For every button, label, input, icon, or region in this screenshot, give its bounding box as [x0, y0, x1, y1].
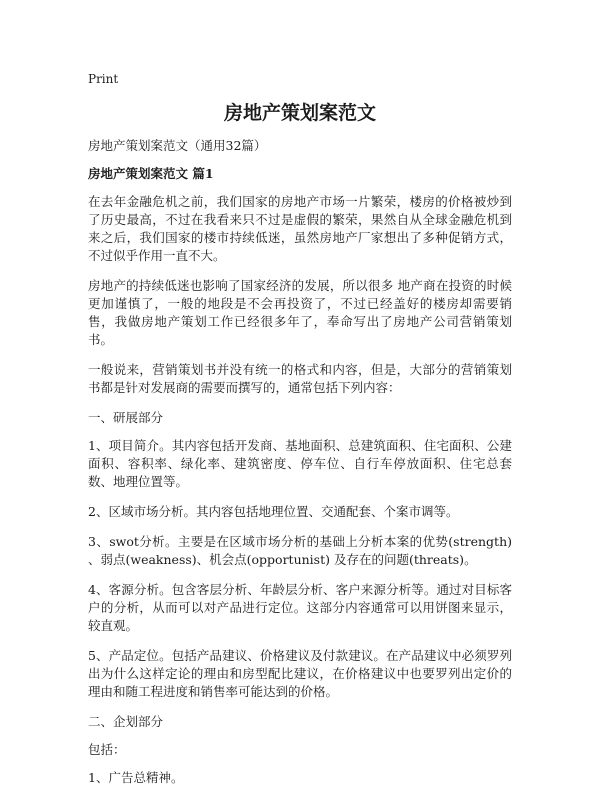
paragraph-ad-spirit: 1、广告总精神。: [88, 770, 184, 785]
paragraph-customer-analysis: 4、客源分析。包含客层分析、年龄层分析、客户来源分析等。通过对目标客户的分析，从而可以对产品进行定位。这部分内容通常可以用饼图来显示，较直观。: [88, 582, 512, 633]
heading-planning: 二、企划部分: [88, 714, 164, 729]
section-heading: 房地产策划案范文 篇1: [88, 166, 214, 181]
paragraph-swot: 3、swot分析。主要是在区域市场分析的基础上分析本案的优势(strength) 、弱点(weakness)、机会点(opportunist) 及存在的问题(threats)。: [88, 534, 512, 567]
heading-research: 一、研展部分: [88, 410, 164, 425]
paragraph-project-intro: 1、项目简介。其内容包括开发商、基地面积、总建筑面积、住宅面积、公建面积、容积率、绿化率、建筑密度、停车位、自行车停放面积、住宅总套数、地理位置等。: [88, 438, 512, 489]
paragraph-includes: 包括：: [88, 742, 126, 757]
page-title: 房地产策划案范文: [223, 102, 376, 124]
paragraph-general: 一般说来，营销策划书并没有统一的格式和内容，但是，大部分的营销策划书都是针对发展商的需要而撰写的，通常包括下列内容：: [88, 362, 512, 395]
paragraph-regional-analysis: 2、区域市场分析。其内容包括地理位置、交通配套、个案市调等。: [88, 504, 459, 519]
paragraph-market: 房地产的持续低迷也影响了国家经济的发展，所以很多 地产商在投资的时候更加谨慎了，一般的地段是不会再投资了，不过已经盖好的楼房却需要销售，我做房地产策划工作已经很多年了，奉命写出了房地产公司营销策划书。: [88, 278, 512, 347]
paragraph-intro: 在去年金融危机之前，我们国家的房地产市场一片繁荣，楼房的价格被炒到了历史最高，不过在我看来只不过是虚假的繁荣，果然自从全球金融危机到来之后，我们国家的楼市持续低迷，虽然房地产厂家想出了多种促销方式，不过似乎作用一直不大。: [88, 194, 512, 263]
print-link[interactable]: Print: [88, 72, 119, 86]
document-subtitle: 房地产策划案范文（通用32篇）: [88, 138, 267, 153]
paragraph-product-positioning: 5、产品定位。包括产品建议、价格建议及付款建议。在产品建议中必须罗列出为什么这样定论的理由和房型配比建议，在价格建议中也要罗列出定价的理由和随工程进度和销售率可能达到的价格。: [88, 648, 512, 699]
